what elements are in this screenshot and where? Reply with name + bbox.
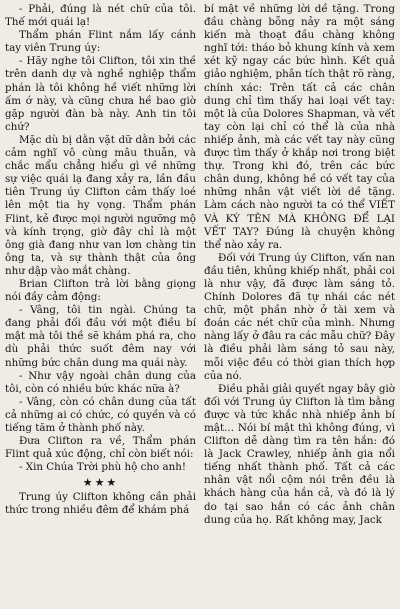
left-column (5, 3, 196, 609)
paragraph: - Vâng, tôi tin ngài. Chúng ta đang phải đối đầu với một điều bí mật mà tôi thề sẽ khám phá ra, cho dù phải thức suốt đêm nay với những bức chân dung ma quái này. (5, 304, 196, 369)
paragraph: - Vâng, còn có chân dung của tất cả những ai có chức, có quyền và có tiếng tăm ở thành phố này. (5, 395, 196, 434)
paragraph: Đối với Trung úy Clifton, vấn nan đầu tiên, khủng khiếp nhất, phải coi là như vậy, đã được làm sáng tỏ. Chính Dolores đã tự nhái các nét chữ, một phần nhờ ở tài xem và đoán các nét chữ của mình. Nhưng nàng lấy ở đâu ra các mẫu chữ? Đây là điều phải làm sáng tỏ sau này, mỗi việc đều có thời gian thích hợp của nó. (204, 251, 395, 382)
paragraph: Đưa Clifton ra về, Thẩm phán Flint quả xúc động, chỉ còn biết nói: (5, 435, 196, 461)
paragraph: - Phải, đúng là nét chữ của tôi. Thế mới quái lạ! (5, 3, 196, 29)
paragraph: - Như vậy ngoài chân dung của tôi, còn có nhiều bức khác nữa à? (5, 369, 196, 395)
paragraph: Trung úy Clifton không cần phải thức trong nhiều đêm để khám phá (5, 491, 196, 517)
section-separator: ★★★ (82, 476, 119, 490)
paragraph: - Hãy nghe tôi Clifton, tôi xin thề trên danh dự và nghề nghiệp thẩm phán là tôi không hề viết những lời ấm ớ này, và cũng chưa hề bao giờ gặp người đàn bà này. Anh tin tôi chứ? (5, 55, 196, 133)
paragraph: Thẩm phán Flint nắm lấy cánh tay viên Trung úy: (5, 29, 196, 55)
paragraph: bí mật về những lời dề tặng. Trong đầu chàng bỗng nảy ra một sáng kiến mà thoạt đầu chàng không nghĩ tới: tháo bỏ khung kính và xem xét kỹ ngay các bức hình. Kết quả giảo nghiệm, phân tích thật rõ ràng, chính xác: Trên tất cả các chân dung chỉ tìm thấy hai loại vết tay: một là của Dolores Shapman, và vết tay còn lại chỉ có thể là của nhà nhiếp ảnh, mà các vết tay này cũng được tìm thấy ở khắp nơi trong biệt thự. Trong khi đó, trên các bức chân dung, không hề có vết tay của những nhân vật viết lời dề tặng. Làm cách nào người ta có thể VIẾT VÀ KÝ TÊN MÀ KHÔNG ĐỂ LẠI VẾT TAY? Đúng là chuyện không thể nào xảy ra. (204, 3, 395, 251)
paragraph: Mặc dù bị dằn vặt dữ dằn bởi các cảm nghĩ vô cùng mâu thuẫn, và chắc mẩu chẳng hiểu gì về những sự việc quái lạ đang xảy ra, lần đầu tiên Trung úy Clifton cảm thấy loé lên một tia hy vọng. Thẩm phán Flint, kẻ được mọi người ngưỡng mộ và kính trọng, giờ đây chỉ là một ông già đang như van lơn chàng tin ông ta, và sự thành thật của ông như dập vào mắt chàng. (5, 133, 196, 277)
paragraph: - Xin Chúa Trời phù hộ cho anh! (19, 461, 187, 474)
paragraph: Brian Clifton trả lời bằng giọng nói đầy cảm động: (5, 277, 196, 304)
right-column (204, 3, 395, 609)
paragraph: Điều phải giải quyết ngay bây giờ đối với Trung úy Clifton là tìm bằng được và tức khắc nhà nhiếp ảnh bí mật... Nói bí mật thì không đúng, vì Clifton dễ dàng tìm ra tên hắn: đó là Jack Crawley, nhiếp ảnh gia nổi tiếng nhất thành phố. Tất cả các nhân vật nổi cộm nói trên đều là khách hàng của hắn cả, và đó là lý do tại sao hắn có các ảnh chân dung của họ. Rất không may, Jack (204, 382, 395, 526)
